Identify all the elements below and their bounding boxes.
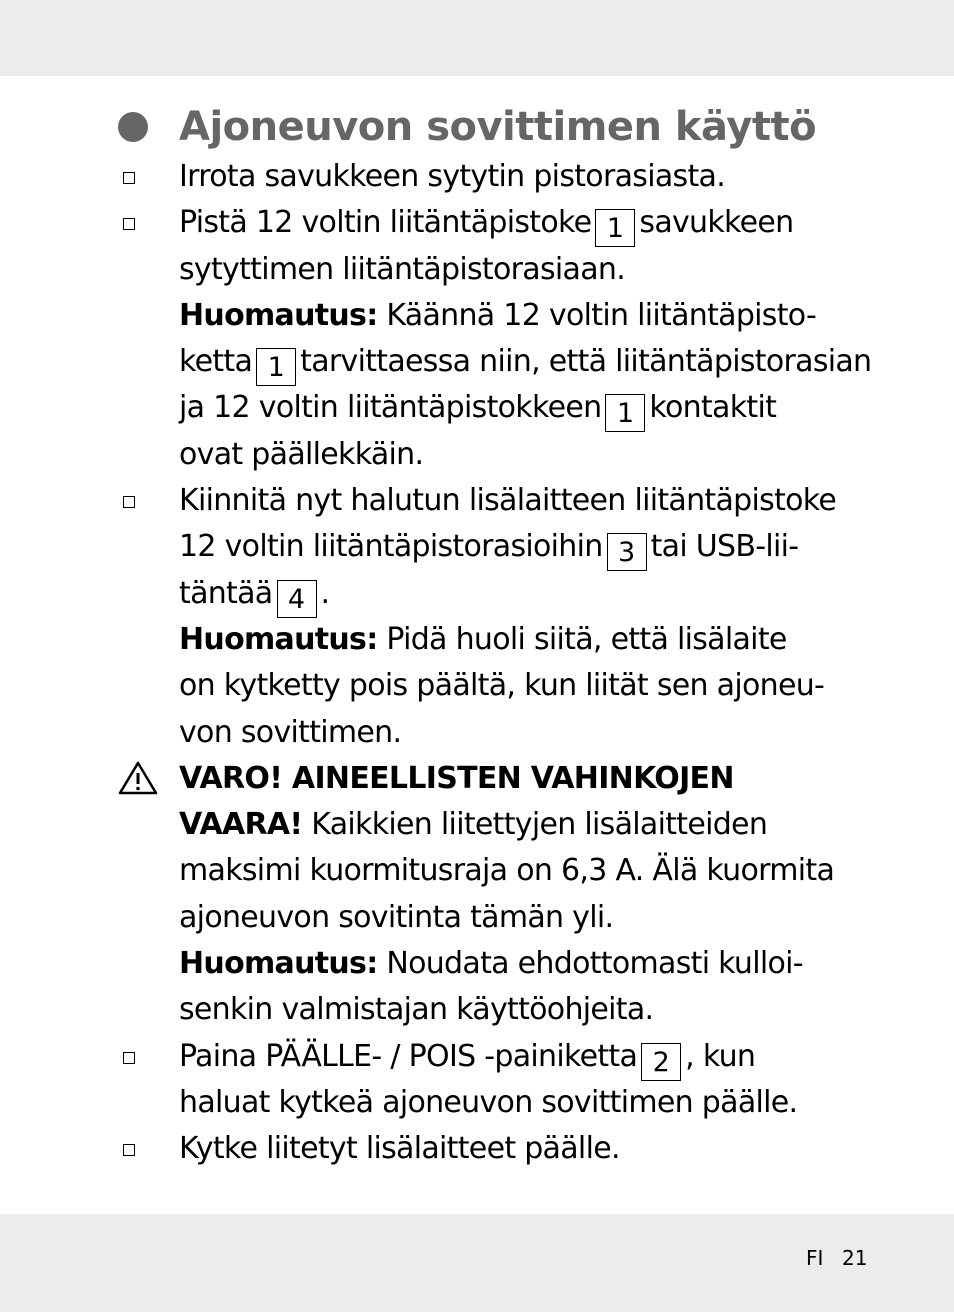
checkbox-icon [123,172,135,184]
step-4: Paina PÄÄLLE- / POIS -painiketta 2 , kun haluat kytkeä ajoneuvon sovittimen päälle. [179,1034,859,1127]
page-number: 21 [842,1246,868,1270]
step-2: Pistä 12 voltin liitäntäpistoke 1 savukkeen sytyttimen liitäntäpistorasiaan. [179,200,859,293]
note-label: Huomautus: [179,297,378,333]
ref-box: 1 [605,394,645,432]
ref-box: 4 [277,580,317,618]
checkbox-icon [123,1052,135,1064]
note-1: Huomautus: Käännä 12 voltin liitäntäpisto- ketta 1 tarvittaessa niin, että liitäntäpistorasian ja 12 voltin liitäntäpistokkeen 1 kontaktit ovat päällekkäin. [179,297,872,472]
header-band [0,0,954,76]
ref-box: 1 [595,209,635,247]
page-title: Ajoneuvon sovittimen käyttö [179,104,817,150]
footer-language: FI [806,1246,824,1270]
ref-box: 1 [256,348,296,386]
step-1 [179,154,859,200]
section-bullet-dot [118,112,148,142]
instructions-body [179,154,872,1173]
warning-triangle-icon [117,760,159,796]
checkbox-icon [123,1144,135,1156]
ref-box: 3 [607,533,647,571]
step-3: Kiinnitä nyt halutun lisälaitteen liitäntäpistoke 12 voltin liitäntäpistorasioihin 3 tai USB-lii- täntää 4 . [179,478,859,617]
step-5: Kytke liitetyt lisälaitteet päälle. [179,1126,859,1172]
note-3: Huomautus: Noudata ehdottomasti kulloi- senkin valmistajan käyttöohjeita. [179,946,803,1028]
step-1-text: Irrota savukkeen sytytin pistorasiasta. [179,159,726,194]
checkbox-icon [123,496,135,508]
note-2: Huomautus: Pidä huoli siitä, että lisälaite on kytketty pois päältä, kun liität sen ajoneu- von sovittimen. [179,621,825,750]
warning-heading: VARO! AINEELLISTEN VAHINKOJEN [179,760,734,796]
ref-box: 2 [641,1043,681,1081]
note-label: Huomautus: [179,946,378,982]
checkbox-icon [123,218,135,230]
note-label: Huomautus: [179,621,378,657]
warning-block: VARO! AINEELLISTEN VAHINKOJEN VAARA! Kaikkien liitettyjen lisälaitteiden maksimi kuormitusraja on 6,3 A. Älä kuormita ajoneuvon sovitinta tämän yli. [179,756,859,941]
